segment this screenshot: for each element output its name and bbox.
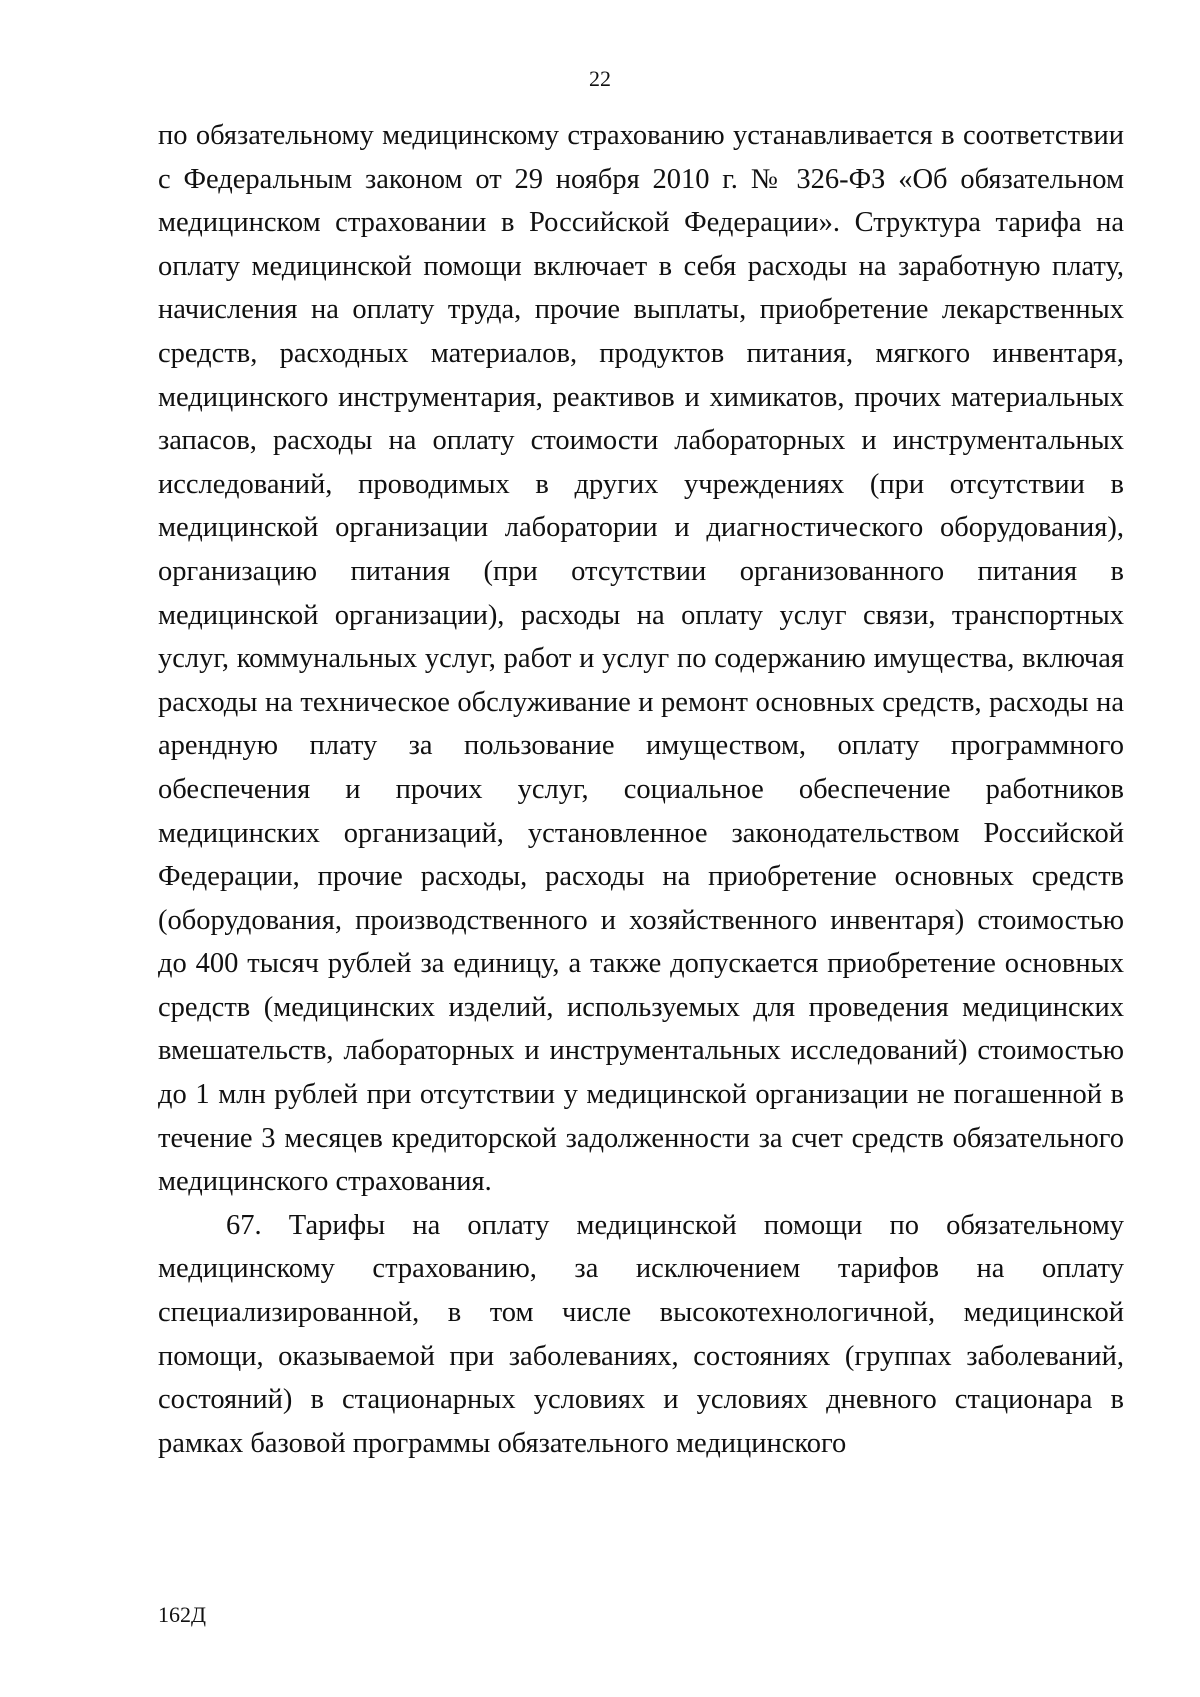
document-body <box>158 114 1124 1465</box>
document-code: 162Д <box>158 1602 207 1627</box>
paragraph-67: 67. Тарифы на оплату медицинской помощи по обязательному медицинскому страхованию, за исключением тарифов на оплату специализированной, в том числе высокотехнологичной, медицинской помощи, оказываемой при заболеваниях, состояниях (группах заболеваний, состояний) в стационарных условиях и условиях дневного стационара в рамках базовой программы обязательного медицинского <box>158 1209 1124 1459</box>
paragraph-tariff-structure: по обязательному медицинскому страхованию устанавливается в соответствии с Федеральным законом от 29 ноября 2010 г. № 326-ФЗ «Об обязательном медицинском страховании в Российской Федерации». Структура тарифа на оплату медицинской помощи включает в себя расходы на заработную плату, начисления на оплату труда, прочие выплаты, приобретение лекарственных средств, расходных материалов, продуктов питания, мягкого инвентаря, медицинского инструментария, реактивов и химикатов, прочих материальных запасов, расходы на оплату стоимости лабораторных и инструментальных исследований, проводимых в других учреждениях (при отсутствии в медицинской организации лаборатории и диагностического оборудования), организацию питания (при отсутствии организованного питания в медицинской организации), расходы на оплату услуг связи, транспортных услуг, коммунальных услуг, работ и услуг по содержанию имущества, включая расходы на техническое обслуживание и ремонт основных средств, расходы на арендную плату за пользование имуществом, оплату программного обеспечения и прочих услуг, социальное обеспечение работников медицинских организаций, установленное законодательством Российской Федерации, прочие расходы, расходы на приобретение основных средств (оборудования, производственного и хозяйственного инвентаря) стоимостью до 400 тысяч рублей за единицу, а также допускается приобретение основных средств (медицинских изделий, используемых для проведения медицинских вмешательств, лабораторных и инструментальных исследований) стоимостью до 1 млн рублей при отсутствии у медицинской организации не погашенной в течение 3 месяцев кредиторской задолженности за счет средств обязательного медицинского страхования. <box>158 120 1124 1198</box>
page-number: 22 <box>589 66 611 91</box>
